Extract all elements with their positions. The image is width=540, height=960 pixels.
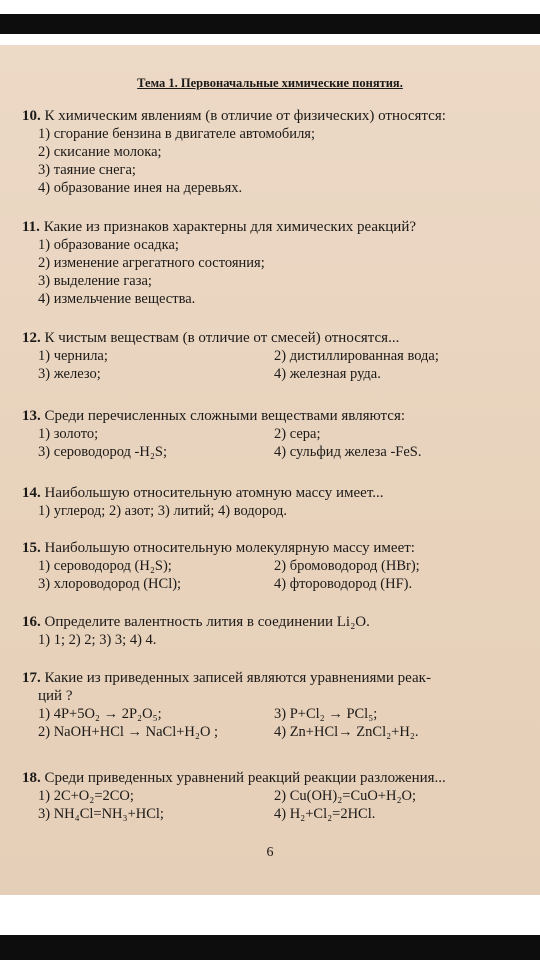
question-10 <box>22 107 522 197</box>
question-text: К химическим явлениям (в отличие от физических) относятся: <box>44 108 446 124</box>
option: 3) хлороводород (HCl); <box>38 576 182 592</box>
option: 1) чернила; <box>38 348 108 364</box>
options-line: 1) углерод; 2) азот; 3) литий; 4) водород. <box>38 503 287 519</box>
option: 4) сульфид железа -FeS. <box>274 444 422 460</box>
option: 2) дистиллированная вода; <box>274 348 439 364</box>
option: 2) NaOH+HCl → NaCl+H₂O ; <box>38 724 219 740</box>
question-number: 15. <box>22 540 41 556</box>
question-text: Наибольшую относительную атомную массу имеет... <box>44 485 384 501</box>
question-number: 12. <box>22 330 41 346</box>
option: 1) сгорание бензина в двигателе автомобиля; <box>38 126 316 142</box>
option: 2) изменение агрегатного состояния; <box>38 255 265 271</box>
option: 4) фтороводород (HF). <box>274 576 413 592</box>
option: 2) скисание молока; <box>38 144 162 160</box>
option: 3) NH₄Cl=NH₃+HCl; <box>38 806 164 822</box>
question-text: Среди перечисленных сложными веществами являются: <box>44 408 406 424</box>
question-11 <box>22 218 522 308</box>
option: 1) золото; <box>38 426 99 442</box>
question-text: К чистым веществам (в отличие от смесей) относятся... <box>44 330 400 346</box>
question-13 <box>22 407 522 461</box>
question-14 <box>22 484 522 520</box>
options-line: 1) 1; 2) 2; 3) 3; 4) 4. <box>38 632 157 648</box>
question-text-continued: ций ? <box>38 688 73 704</box>
question-number: 13. <box>22 408 41 424</box>
option: 2) сера; <box>274 426 321 442</box>
option: 4) Zn+HCl→ ZnCl₂+H₂. <box>274 724 419 740</box>
question-12 <box>22 329 522 383</box>
option: 3) железо; <box>38 366 101 382</box>
option: 4) измельчение вещества. <box>38 291 196 307</box>
question-number: 10. <box>22 108 41 124</box>
top-black-bar <box>0 14 540 34</box>
question-number: 16. <box>22 614 41 630</box>
page-number: 6 <box>266 845 274 860</box>
question-16 <box>22 613 522 649</box>
question-text: Определите валентность лития в соединении Li₂O. <box>44 614 370 630</box>
question-17 <box>22 669 522 741</box>
question-text: Среди приведенных уравнений реакций реакции разложения... <box>44 770 446 786</box>
option: 3) выделение газа; <box>38 273 152 289</box>
option: 1) 4P+5O₂ → 2P₂O₅; <box>38 706 162 722</box>
question-number: 17. <box>22 670 41 686</box>
option: 3) таяние снега; <box>38 162 136 178</box>
option: 1) сероводород (H₂S); <box>38 558 172 574</box>
page-title: Тема 1. Первоначальные химические понятия. <box>137 76 403 90</box>
question-number: 14. <box>22 485 41 501</box>
question-15 <box>22 539 522 593</box>
option: 2) бромоводород (HBr); <box>274 558 420 574</box>
option: 3) сероводород -H₂S; <box>38 444 167 460</box>
option: 4) железная руда. <box>274 366 381 382</box>
option: 4) H₂+Cl₂=2HCl. <box>274 806 376 822</box>
question-text: Какие из признаков характерны для химических реакций? <box>43 219 417 235</box>
option: 2) Cu(OH)₂=CuO+H₂O; <box>274 788 417 804</box>
question-text: Какие из приведенных записей являются уравнениями реак- <box>44 670 431 686</box>
question-number: 18. <box>22 770 41 786</box>
bottom-black-bar <box>0 935 540 960</box>
option: 4) образование инея на деревьях. <box>38 180 243 196</box>
option: 1) образование осадка; <box>38 237 179 253</box>
option: 3) P+Cl₂ → PCl₅; <box>274 706 378 722</box>
question-number: 11. <box>22 219 40 235</box>
textbook-page <box>0 45 540 895</box>
question-18 <box>22 769 522 823</box>
question-text: Наибольшую относительную молекулярную массу имеет: <box>44 540 415 556</box>
option: 1) 2C+O₂=2CO; <box>38 788 134 804</box>
